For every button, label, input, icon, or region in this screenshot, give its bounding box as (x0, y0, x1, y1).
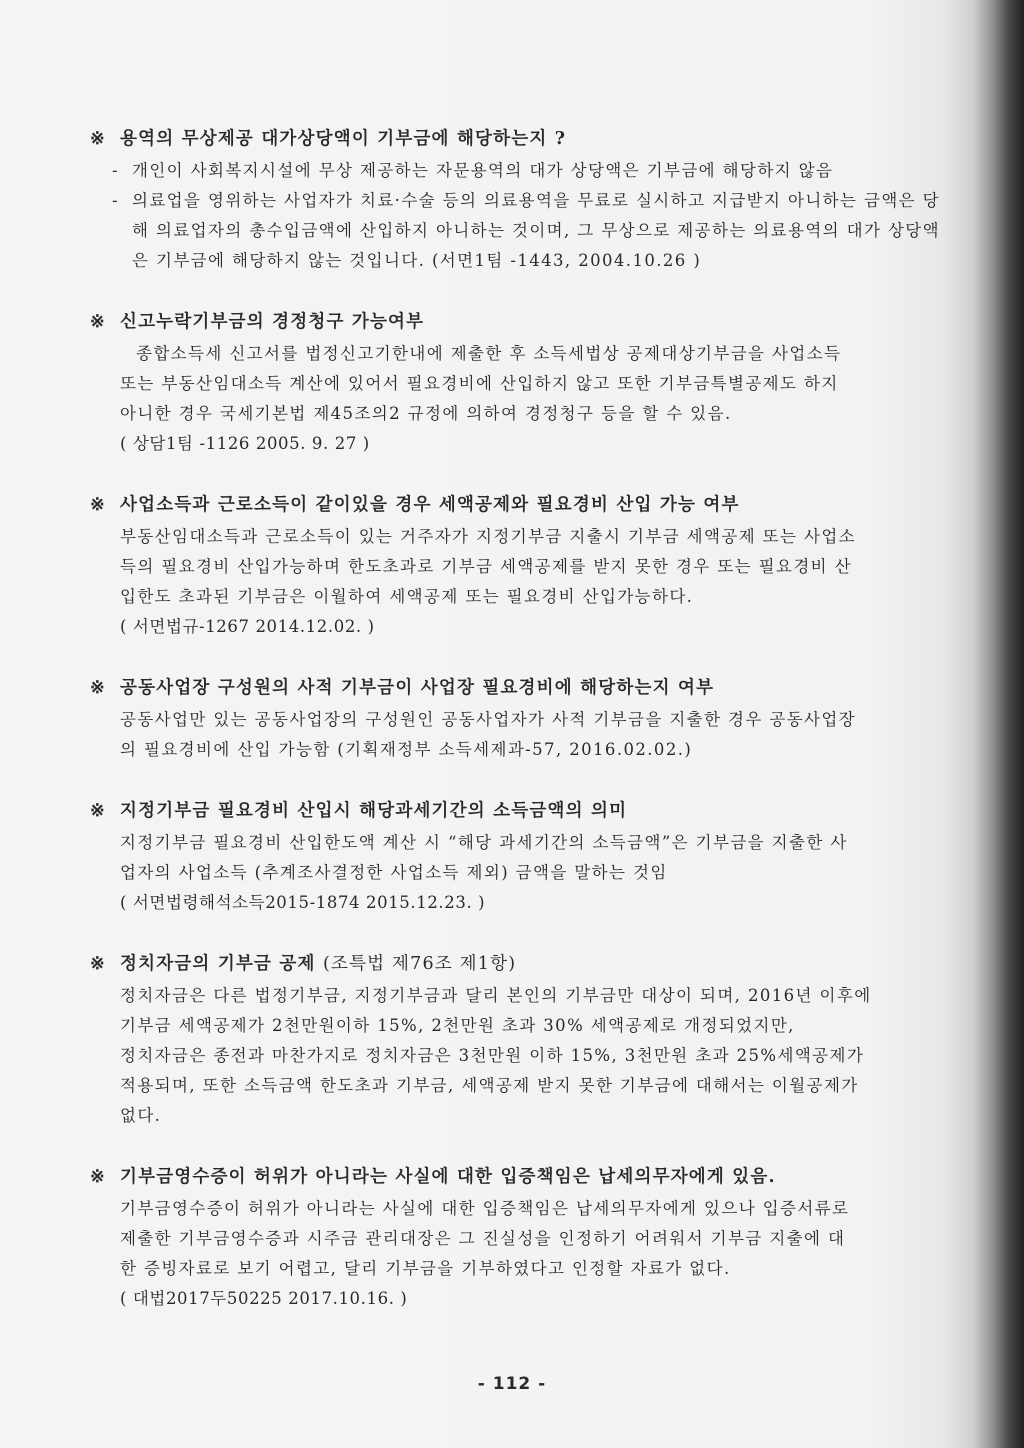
bullet-dash: - (112, 161, 119, 180)
bullet-text: 의료업을 영위하는 사업자가 치료·수술 등의 의료용역을 무료로 실시하고 지급받지 아니하는 금액은 당해 의료업자의 총수입금액에 산입하지 아니하는 것이며, 그 무상으로 제공하는 의료용역의 대가 상당액은 기부금에 해당하지 않는 것입니다. (서면1팀 -1443, 2004.10.26 ) (132, 191, 940, 270)
section-political-fund-deduction (90, 951, 950, 1131)
bullet-item (112, 156, 950, 186)
citation: ( 서면법령해석소득2015-1874 2015.12.23. ) (120, 893, 486, 912)
section-title: 사업소득과 근로소득이 같이있을 경우 세액공제와 필요경비 산입 가능 여부 (120, 495, 740, 515)
paragraph-line: 없다. (120, 1106, 162, 1125)
section-heading (90, 126, 950, 152)
section-paragraph (90, 522, 950, 612)
section-heading (90, 951, 950, 977)
section-paragraph (90, 1194, 950, 1284)
paragraph-line: 정치자금은 다른 법정기부금, 지정기부금과 달리 본인의 기부금만 대상이 되며, 2016년 이후에 (120, 986, 872, 1005)
reference-mark: ※ (90, 678, 106, 698)
paragraph-line: 종합소득세 신고서를 법정신고기한내에 제출한 후 소득세법상 공제대상기부금을 사업소득 (136, 344, 842, 363)
section-claim-omitted-donation (90, 309, 950, 459)
reference-mark: ※ (90, 129, 106, 149)
paragraph-line: 정치자금은 종전과 마찬가지로 정치자금은 3천만원 이하 15%, 3천만원 초과 25%세액공제가 (120, 1046, 865, 1065)
section-subtitle: (조특법 제76조 제1항) (322, 954, 517, 974)
paragraph-line: 또는 부동산임대소득 계산에 있어서 필요경비에 산입하지 않고 또한 기부금특별공제도 하지 (120, 374, 839, 393)
section-title: 용역의 무상제공 대가상당액이 기부금에 해당하는지 ? (120, 129, 567, 149)
page-number: - 112 - (477, 1374, 547, 1394)
section-title: 정치자금의 기부금 공제 (120, 954, 316, 974)
citation: ( 서면법규-1267 2014.12.02. ) (120, 617, 375, 636)
section-income-amount-meaning (90, 798, 950, 918)
paragraph-line: 지정기부금 필요경비 산입한도액 계산 시 “해당 과세기간의 소득금액”은 기부금을 지출한 사 (120, 833, 848, 852)
section-joint-business-donation (90, 675, 950, 765)
section-heading (90, 309, 950, 335)
reference-mark: ※ (90, 954, 106, 974)
section-heading (90, 675, 950, 701)
reference-mark: ※ (90, 495, 106, 515)
document-body (90, 126, 950, 1347)
section-paragraph (90, 339, 950, 429)
citation: ( 상담1팀 -1126 2005. 9. 27 ) (120, 434, 370, 453)
paragraph-line: 적용되며, 또한 소득금액 한도초과 기부금, 세액공제 받지 못한 기부금에 대해서는 이월공제가 (120, 1076, 859, 1095)
section-receipt-burden-of-proof (90, 1164, 950, 1314)
section-paragraph (90, 828, 950, 888)
section-title: 신고누락기부금의 경정청구 가능여부 (120, 312, 425, 332)
section-service-donation (90, 126, 950, 276)
reference-mark: ※ (90, 801, 106, 821)
section-title: 기부금영수증이 허위가 아니라는 사실에 대한 입증책임은 납세의무자에게 있음. (120, 1167, 776, 1187)
section-heading (90, 798, 950, 824)
paragraph-line: 기부금 세액공제가 2천만원이하 15%, 2천만원 초과 30% 세액공제로 개정되었지만, (120, 1016, 795, 1035)
paragraph-line: 제출한 기부금영수증과 시주금 관리대장은 그 진실성을 인정하기 어려워서 기부금 지출에 대 (120, 1229, 846, 1248)
citation: ( 대법2017두50225 2017.10.16. ) (120, 1289, 408, 1308)
section-paragraph (90, 705, 950, 765)
paragraph-line: 의 필요경비에 산입 가능함 (기획재정부 소득세제과-57, 2016.02.02.) (120, 740, 693, 759)
paragraph-line: 입한도 초과된 기부금은 이월하여 세액공제 또는 필요경비 산입가능하다. (120, 587, 694, 606)
bullet-dash: - (112, 191, 119, 210)
reference-mark: ※ (90, 1167, 106, 1187)
paragraph-line: 기부금영수증이 허위가 아니라는 사실에 대한 입증책임은 납세의무자에게 있으나 입증서류로 (120, 1199, 850, 1218)
paragraph-line: 아니한 경우 국세기본법 제45조의2 규정에 의하여 경정청구 등을 할 수 있음. (120, 404, 732, 423)
section-business-and-wage-income (90, 492, 950, 642)
section-title: 지정기부금 필요경비 산입시 해당과세기간의 소득금액의 의미 (120, 801, 628, 821)
section-heading (90, 492, 950, 518)
paragraph-line: 업자의 사업소득 (추계조사결정한 사업소득 제외) 금액을 말하는 것임 (120, 863, 668, 882)
paragraph-line: 부동산임대소득과 근로소득이 있는 거주자가 지정기부금 지출시 기부금 세액공제 또는 사업소 (120, 527, 857, 546)
paragraph-line: 한 증빙자료로 보기 어렵고, 달리 기부금을 기부하였다고 인정할 자료가 없다. (120, 1259, 731, 1278)
paragraph-line: 득의 필요경비 산입가능하며 한도초과로 기부금 세액공제를 받지 못한 경우 또는 필요경비 산 (120, 557, 852, 576)
reference-mark: ※ (90, 312, 106, 332)
bullet-item (112, 186, 950, 276)
section-heading (90, 1164, 950, 1190)
section-title: 공동사업장 구성원의 사적 기부금이 사업장 필요경비에 해당하는지 여부 (120, 678, 715, 698)
bullet-list (90, 156, 950, 276)
section-paragraph (90, 981, 950, 1131)
bullet-text: 개인이 사회복지시설에 무상 제공하는 자문용역의 대가 상당액은 기부금에 해당하지 않음 (132, 161, 834, 180)
paragraph-line: 공동사업만 있는 공동사업장의 구성원인 공동사업자가 사적 기부금을 지출한 경우 공동사업장 (120, 710, 857, 729)
